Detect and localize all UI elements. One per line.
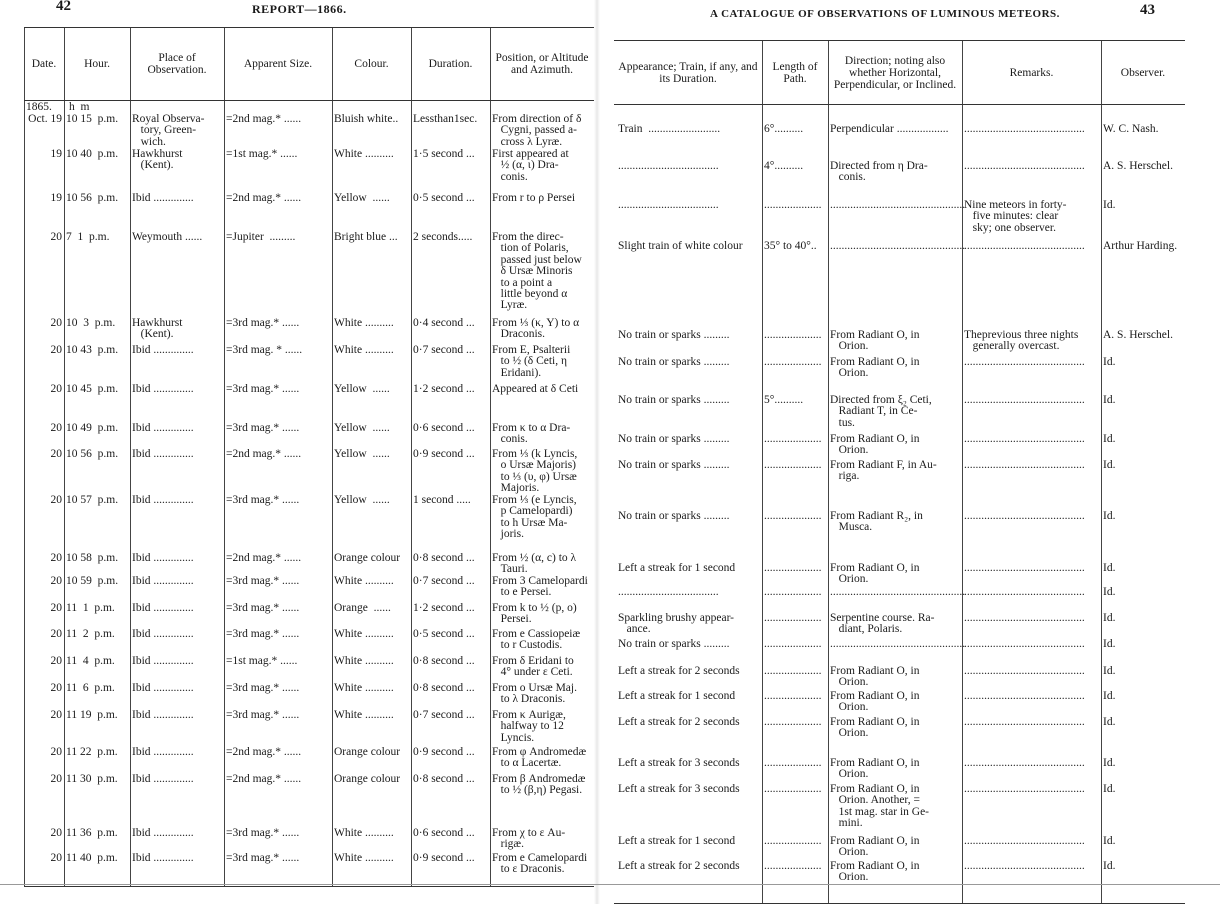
date-cell: 20 xyxy=(50,231,62,243)
length-cell: 5°.......... xyxy=(764,394,804,406)
place-cell: Ibid .............. xyxy=(132,383,194,395)
header-duration: Duration. xyxy=(428,58,473,70)
duration-cell: 0·9 second ... xyxy=(413,448,475,460)
length-cell: .................... xyxy=(764,716,822,728)
date-cell: 20 xyxy=(50,383,62,395)
place-cell: Ibid .............. xyxy=(132,575,194,587)
header-remarks: Remarks. xyxy=(1009,66,1054,79)
place-cell: Ibid .............. xyxy=(132,602,194,614)
remarks-cell: .......................................... xyxy=(964,638,1085,650)
colour-cell: Yellow ...... xyxy=(334,383,390,395)
remarks-cell: Nine meteors in forty- five minutes: clear sky; one observer. xyxy=(964,199,1067,234)
length-cell: .................... xyxy=(764,612,822,624)
hour-cell: 11 6 p.m. xyxy=(66,682,115,694)
date-cell: 20 xyxy=(50,422,62,434)
appearance-cell: No train or sparks ......... xyxy=(618,433,730,445)
length-cell: .................... xyxy=(764,690,822,702)
date-cell: 20 xyxy=(50,773,62,785)
observer-cell: Id. xyxy=(1103,612,1116,624)
direction-cell: From Radiant O, in Orion. xyxy=(830,562,920,586)
colour-cell: Yellow ...... xyxy=(334,448,390,460)
direction-cell: ............................................... xyxy=(830,638,966,650)
direction-cell: From Radiant O, in Orion. xyxy=(830,860,920,884)
size-cell: =3rd mag.* ...... xyxy=(226,494,300,506)
place-cell: Ibid .............. xyxy=(132,827,194,839)
length-cell: .................... xyxy=(764,433,822,445)
date-cell: 20 xyxy=(50,448,62,460)
appearance-cell: Left a streak for 1 second xyxy=(618,690,736,702)
place-cell: Weymouth ...... xyxy=(132,231,203,243)
position-cell: From e Camelopardi to ε Draconis. xyxy=(492,852,588,876)
hm-label: h m xyxy=(69,101,90,113)
length-cell: .................... xyxy=(764,665,822,677)
remarks-cell: .......................................... xyxy=(964,562,1085,574)
remarks-cell: .......................................... xyxy=(964,612,1085,624)
appearance-cell: Train ......................... xyxy=(618,123,721,135)
observer-cell: Id. xyxy=(1103,835,1116,847)
meteor-table-right xyxy=(614,40,1185,904)
appearance-cell: No train or sparks ......... xyxy=(618,638,730,650)
size-cell: =Jupiter ......... xyxy=(226,231,296,243)
observer-cell: Id. xyxy=(1103,510,1116,522)
direction-cell: From Radiant O, in Orion. xyxy=(830,665,920,689)
duration-cell: 0·8 second ... xyxy=(413,552,475,564)
position-cell: From χ to ε Au- rigæ. xyxy=(492,827,566,851)
colour-cell: White .......... xyxy=(334,852,394,864)
position-cell: From ½ (α, c) to λ Tauri. xyxy=(492,552,577,576)
place-cell: Hawkhurst (Kent). xyxy=(132,148,183,172)
duration-cell: 0·4 second ... xyxy=(413,317,475,329)
duration-cell: 0·6 second ... xyxy=(413,827,475,839)
duration-cell: 0·9 second ... xyxy=(413,746,475,758)
date-cell: 20 xyxy=(50,494,62,506)
position-cell: From k to ½ (p, ο) Persei. xyxy=(492,602,577,626)
direction-cell: ............................................... xyxy=(830,240,966,252)
length-cell: .................... xyxy=(764,783,822,795)
observer-cell: A. S. Herschel. xyxy=(1103,160,1173,172)
place-cell: Ibid .............. xyxy=(132,192,194,204)
date-cell: 20 xyxy=(50,575,62,587)
duration-cell: 0·7 second ... xyxy=(413,575,475,587)
length-cell: 4°.......... xyxy=(764,160,804,172)
length-cell: .................... xyxy=(764,329,822,341)
appearance-cell: No train or sparks ......... xyxy=(618,329,730,341)
duration-cell: 2 seconds..... xyxy=(413,231,473,243)
colour-cell: White .......... xyxy=(334,827,394,839)
remarks-cell: .......................................... xyxy=(964,860,1085,872)
remarks-cell: .......................................... xyxy=(964,757,1085,769)
place-cell: Ibid .............. xyxy=(132,852,194,864)
colour-cell: Orange colour xyxy=(334,552,401,564)
duration-cell: 1·2 second ... xyxy=(413,383,475,395)
hour-cell: 10 59 p.m. xyxy=(66,575,119,587)
length-cell: .................... xyxy=(764,638,822,650)
duration-cell: 0·6 second ... xyxy=(413,422,475,434)
duration-cell: 0·7 second ... xyxy=(413,709,475,721)
date-cell: 20 xyxy=(50,827,62,839)
place-cell: Ibid .............. xyxy=(132,628,194,640)
date-cell: 20 xyxy=(50,602,62,614)
header-direction: Direction; noting also whether Horizontal, Perpendicular, or Inclined. xyxy=(833,54,957,91)
observer-cell: Id. xyxy=(1103,394,1116,406)
colour-cell: White .......... xyxy=(334,628,394,640)
duration-cell: 1·5 second ... xyxy=(413,148,475,160)
duration-cell: 0·8 second ... xyxy=(413,655,475,667)
position-cell: From ⅓ (κ, Υ) to α Draconis. xyxy=(492,317,580,341)
colour-cell: Bluish white.. xyxy=(334,113,399,125)
hour-cell: 10 45 p.m. xyxy=(66,383,119,395)
hour-cell: 10 15 p.m. xyxy=(66,113,119,125)
date-cell: 20 xyxy=(50,344,62,356)
appearance-cell: Sparkling brushy appear- ance. xyxy=(618,612,735,636)
remarks-cell: .......................................... xyxy=(964,459,1085,471)
position-cell: From κ to α Dra- conis. xyxy=(492,422,571,446)
appearance-cell: Left a streak for 2 seconds xyxy=(618,716,740,728)
observer-cell: Arthur Harding. xyxy=(1103,240,1178,252)
size-cell: =3rd mag.* ...... xyxy=(226,628,300,640)
direction-cell: From Radiant O, in Orion. xyxy=(830,716,920,740)
header-apparent-size: Apparent Size. xyxy=(243,58,313,70)
remarks-cell: .......................................... xyxy=(964,240,1085,252)
direction-cell: Directed from ξ₂ Ceti, Radiant T, in Ce- tus. xyxy=(830,394,932,429)
appearance-cell: ................................... xyxy=(618,586,719,598)
observer-cell: Id. xyxy=(1103,433,1116,445)
direction-cell: Serpentine course. Ra- diant, Polaris. xyxy=(830,612,935,636)
colour-cell: White .......... xyxy=(334,317,394,329)
observer-cell: W. C. Nash. xyxy=(1103,123,1159,135)
remarks-cell: .......................................... xyxy=(964,160,1085,172)
direction-cell: From Radiant O, in Orion. xyxy=(830,757,920,781)
observer-cell: Id. xyxy=(1103,199,1116,211)
hour-cell: 10 56 p.m. xyxy=(66,448,119,460)
size-cell: =3rd mag.* ...... xyxy=(226,709,300,721)
remarks-cell: .......................................... xyxy=(964,433,1085,445)
length-cell: 35° to 40°.. xyxy=(764,240,817,252)
length-cell: .................... xyxy=(764,356,822,368)
hour-cell: 11 30 p.m. xyxy=(66,773,118,785)
duration-cell: 0·5 second ... xyxy=(413,192,475,204)
colour-cell: White .......... xyxy=(334,682,394,694)
observer-cell: Id. xyxy=(1103,757,1116,769)
hour-cell: 10 3 p.m. xyxy=(66,317,116,329)
position-cell: First appeared at ½ (α, ι) Dra- conis. xyxy=(492,148,569,183)
place-cell: Ibid .............. xyxy=(132,773,194,785)
size-cell: =3rd mag.* ...... xyxy=(226,422,300,434)
colour-cell: Orange colour xyxy=(334,746,401,758)
place-cell: Hawkhurst (Kent). xyxy=(132,317,183,341)
colour-cell: Orange colour xyxy=(334,773,401,785)
date-cell: 20 xyxy=(50,628,62,640)
page-number: 42 xyxy=(56,0,71,14)
header-observer: Observer. xyxy=(1120,66,1166,79)
remarks-cell: .......................................... xyxy=(964,690,1085,702)
observer-cell: Id. xyxy=(1103,783,1116,795)
size-cell: =2nd mag.* ...... xyxy=(226,773,302,785)
appearance-cell: Left a streak for 2 seconds xyxy=(618,665,740,677)
remarks-cell: .......................................... xyxy=(964,716,1085,728)
date-cell: 19 xyxy=(50,148,62,160)
appearance-cell: No train or sparks ......... xyxy=(618,459,730,471)
date-cell: Oct. 19 xyxy=(28,113,62,125)
hour-cell: 10 58 p.m. xyxy=(66,552,119,564)
appearance-cell: Left a streak for 1 second xyxy=(618,835,736,847)
right-page xyxy=(598,0,1220,904)
header-place: Place of Observation. xyxy=(147,52,207,76)
colour-cell: White .......... xyxy=(334,575,394,587)
hour-cell: 7 1 p.m. xyxy=(66,231,110,243)
date-cell: 20 xyxy=(50,709,62,721)
observer-cell: A. S. Herschel. xyxy=(1103,329,1173,341)
hour-cell: 11 40 p.m. xyxy=(66,852,118,864)
place-cell: Ibid .............. xyxy=(132,422,194,434)
duration-cell: 0·8 second ... xyxy=(413,773,475,785)
position-cell: From E, Psalterii to ½ (δ Ceti, η Eridani). xyxy=(492,344,571,379)
position-cell: From e Cassiopeiæ to r Custodis. xyxy=(492,628,581,652)
header-position: Position, or Altitude and Azimuth. xyxy=(495,52,589,76)
observer-cell: Id. xyxy=(1103,860,1116,872)
duration-cell: 0·5 second ... xyxy=(413,628,475,640)
colour-cell: White .......... xyxy=(334,148,394,160)
place-cell: Ibid .............. xyxy=(132,448,194,460)
running-head: REPORT—1866. xyxy=(252,2,347,16)
left-page xyxy=(0,0,596,904)
header-appearance: Appearance; Train, if any, and its Duration. xyxy=(618,60,758,85)
colour-cell: White .......... xyxy=(334,655,394,667)
header-date: Date. xyxy=(31,58,57,70)
direction-cell: From Radiant O, in Orion. xyxy=(830,433,920,457)
hour-cell: 11 36 p.m. xyxy=(66,827,118,839)
appearance-cell: Left a streak for 3 seconds xyxy=(618,783,740,795)
remarks-cell: .......................................... xyxy=(964,665,1085,677)
hour-cell: 10 56 p.m. xyxy=(66,192,119,204)
duration-cell: 1 second ..... xyxy=(413,494,471,506)
direction-cell: From Radiant O, in Orion. xyxy=(830,690,920,714)
header-length: Length of Path. xyxy=(772,60,818,85)
hour-cell: 10 57 p.m. xyxy=(66,494,119,506)
length-cell: .................... xyxy=(764,860,822,872)
duration-cell: 0·7 second ... xyxy=(413,344,475,356)
size-cell: =2nd mag.* ...... xyxy=(226,448,302,460)
place-cell: Ibid .............. xyxy=(132,682,194,694)
colour-cell: White .......... xyxy=(334,344,394,356)
direction-cell: Directed from η Dra- conis. xyxy=(830,160,928,184)
size-cell: =2nd mag.* ...... xyxy=(226,192,302,204)
position-cell: Appeared at δ Ceti xyxy=(492,383,579,395)
position-cell: From ⅓ (k Lyncis, ο Ursæ Majoris) to ⅓ (υ, φ) Ursæ Majoris. xyxy=(492,448,578,495)
size-cell: =1st mag.* ...... xyxy=(226,148,298,160)
remarks-cell: .......................................... xyxy=(964,586,1085,598)
direction-cell: From Radiant O, in Orion. xyxy=(830,835,920,859)
place-cell: Ibid .............. xyxy=(132,746,194,758)
date-cell: 20 xyxy=(50,655,62,667)
length-cell: .................... xyxy=(764,757,822,769)
colour-cell: Yellow ...... xyxy=(334,422,390,434)
size-cell: =3rd mag.* ...... xyxy=(226,317,300,329)
length-cell: .................... xyxy=(764,835,822,847)
length-cell: .................... xyxy=(764,562,822,574)
duration-cell: 0·9 second ... xyxy=(413,852,475,864)
observer-cell: Id. xyxy=(1103,690,1116,702)
position-cell: From κ Aurigæ, halfway to 12 Lyncis. xyxy=(492,709,566,744)
appearance-cell: No train or sparks ......... xyxy=(618,510,730,522)
observer-cell: Id. xyxy=(1103,356,1116,368)
hour-cell: 10 40 p.m. xyxy=(66,148,119,160)
length-cell: .................... xyxy=(764,510,822,522)
colour-cell: Yellow ...... xyxy=(334,192,390,204)
header-colour: Colour. xyxy=(354,58,389,70)
direction-cell: Perpendicular .................. xyxy=(830,123,949,135)
size-cell: =3rd mag.* ...... xyxy=(226,682,300,694)
position-cell: From r to ρ Persei xyxy=(492,192,576,204)
duration-cell: 1·2 second ... xyxy=(413,602,475,614)
appearance-cell: No train or sparks ......... xyxy=(618,356,730,368)
meteor-table-left xyxy=(24,27,594,887)
colour-cell: Yellow ...... xyxy=(334,494,390,506)
date-cell: 20 xyxy=(50,852,62,864)
duration-cell: Lessthan1sec. xyxy=(413,113,478,125)
size-cell: =3rd mag. * ...... xyxy=(226,344,303,356)
remarks-cell: .......................................... xyxy=(964,835,1085,847)
position-cell: From φ Andromedæ to α Lacertæ. xyxy=(492,746,587,770)
page-bottom-rule xyxy=(0,884,1220,885)
year-label: 1865. xyxy=(26,101,52,113)
appearance-cell: ................................... xyxy=(618,160,719,172)
size-cell: =3rd mag.* ...... xyxy=(226,383,300,395)
length-cell: 6°.......... xyxy=(764,123,804,135)
observer-cell: Id. xyxy=(1103,716,1116,728)
appearance-cell: No train or sparks ......... xyxy=(618,394,730,406)
size-cell: =3rd mag.* ...... xyxy=(226,827,300,839)
duration-cell: 0·8 second ... xyxy=(413,682,475,694)
header-hour: Hour. xyxy=(84,58,110,70)
appearance-cell: Left a streak for 1 second xyxy=(618,562,736,574)
colour-cell: Bright blue ... xyxy=(334,231,398,243)
place-cell: Ibid .............. xyxy=(132,552,194,564)
position-cell: From the direc- tion of Polaris, passed just below δ Ursæ Minoris to a point a little beyond α Lyræ. xyxy=(492,231,582,312)
date-cell: 20 xyxy=(50,552,62,564)
direction-cell: From Radiant O, in Orion. Another, = 1st mag. star in Ge- mini. xyxy=(830,783,930,830)
remarks-cell: .......................................... xyxy=(964,510,1085,522)
remarks-cell: .......................................... xyxy=(964,783,1085,795)
date-cell: 19 xyxy=(50,192,62,204)
hour-cell: 11 22 p.m. xyxy=(66,746,118,758)
size-cell: =3rd mag.* ...... xyxy=(226,602,300,614)
position-cell: From ο Ursæ Maj. to λ Draconis. xyxy=(492,682,577,706)
hour-cell: 11 1 p.m. xyxy=(66,602,115,614)
size-cell: =1st mag.* ...... xyxy=(226,655,298,667)
size-cell: =2nd mag.* ...... xyxy=(226,552,302,564)
place-cell: Ibid .............. xyxy=(132,494,194,506)
direction-cell: From Radiant F, in Au- riga. xyxy=(830,459,937,483)
length-cell: .................... xyxy=(764,459,822,471)
observer-cell: Id. xyxy=(1103,459,1116,471)
hour-cell: 11 19 p.m. xyxy=(66,709,118,721)
position-cell: From ⅓ (e Lyncis, p Camelopardi) to h Ursæ Ma- joris. xyxy=(492,494,577,541)
appearance-cell: Left a streak for 3 seconds xyxy=(618,757,740,769)
remarks-cell: .......................................... xyxy=(964,123,1085,135)
hour-cell: 11 2 p.m. xyxy=(66,628,115,640)
place-cell: Royal Observa- tory, Green- wich. xyxy=(132,113,205,148)
place-cell: Ibid .............. xyxy=(132,344,194,356)
appearance-cell: Left a streak for 2 seconds xyxy=(618,860,740,872)
place-cell: Ibid .............. xyxy=(132,709,194,721)
date-cell: 20 xyxy=(50,317,62,329)
place-cell: Ibid .............. xyxy=(132,655,194,667)
page-number: 43 xyxy=(1140,2,1155,18)
hour-cell: 11 4 p.m. xyxy=(66,655,115,667)
appearance-cell: ................................... xyxy=(618,199,719,211)
hour-cell: 10 49 p.m. xyxy=(66,422,119,434)
date-cell: 20 xyxy=(50,682,62,694)
observer-cell: Id. xyxy=(1103,562,1116,574)
running-head: A CATALOGUE OF OBSERVATIONS OF LUMINOUS METEORS. xyxy=(710,8,1060,20)
remarks-cell: Theprevious three nights generally overcast. xyxy=(964,329,1079,353)
observer-cell: Id. xyxy=(1103,638,1116,650)
hour-cell: 10 43 p.m. xyxy=(66,344,119,356)
direction-cell: ............................................... xyxy=(830,586,966,598)
position-cell: From β Andromedæ to ½ (β,η) Pegasi. xyxy=(492,773,586,797)
remarks-cell: .......................................... xyxy=(964,356,1085,368)
colour-cell: White .......... xyxy=(334,709,394,721)
length-cell: .................... xyxy=(764,199,822,211)
position-cell: From 3 Camelopardi to e Persei. xyxy=(492,575,588,599)
length-cell: .................... xyxy=(764,586,822,598)
direction-cell: ............................................... xyxy=(830,199,966,211)
size-cell: =3rd mag.* ...... xyxy=(226,852,300,864)
size-cell: =2nd mag.* ...... xyxy=(226,746,302,758)
observer-cell: Id. xyxy=(1103,586,1116,598)
observer-cell: Id. xyxy=(1103,665,1116,677)
appearance-cell: Slight train of white colour xyxy=(618,240,743,252)
date-cell: 20 xyxy=(50,746,62,758)
remarks-cell: .......................................... xyxy=(964,394,1085,406)
position-cell: From direction of δ Cygni, passed a- cross λ Lyræ. xyxy=(492,113,582,148)
direction-cell: From Radiant O, in Orion. xyxy=(830,356,920,380)
direction-cell: From Radiant R₂, in Musca. xyxy=(830,510,923,534)
direction-cell: From Radiant O, in Orion. xyxy=(830,329,920,353)
size-cell: =2nd mag.* ...... xyxy=(226,113,302,125)
position-cell: From δ Eridani to 4° under ε Ceti. xyxy=(492,655,574,679)
size-cell: =3rd mag.* ...... xyxy=(226,575,300,587)
colour-cell: Orange ...... xyxy=(334,602,391,614)
